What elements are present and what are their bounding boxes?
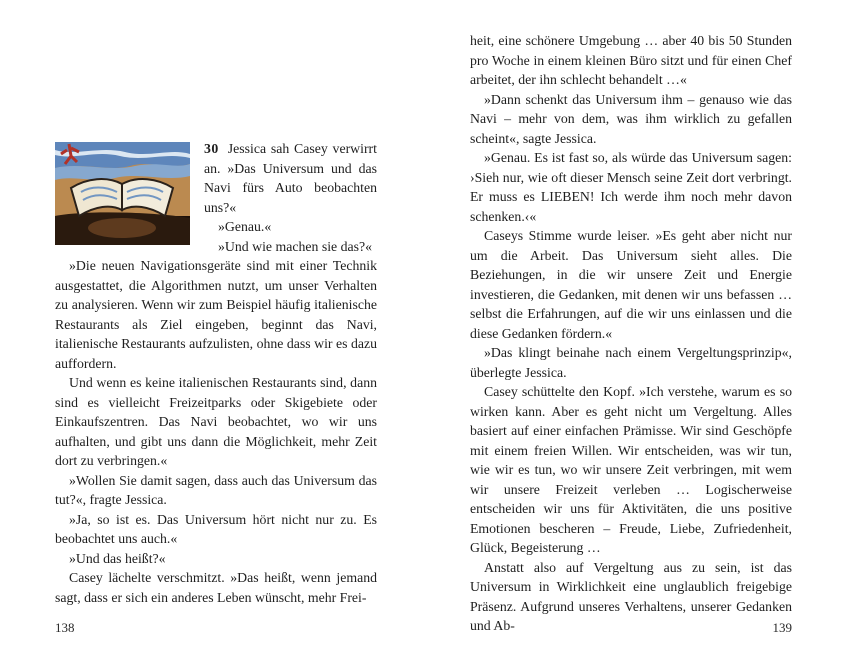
paragraph: »Dann schenkt das Universum ihm – genauso wie das Navi – mehr von dem, was ihm wirklich zu gefallen scheint«, sagte Jessica. — [470, 91, 792, 146]
paragraph: »Und das heißt?« — [69, 550, 166, 566]
right-page — [470, 31, 792, 636]
paragraph: »Genau. Es ist fast so, als würde das Universum sagen: ›Sieh nur, wie oft dieser Mensch seine Zeit dort verbringt. Er muss es LIEBEN! Ich werde ihm noch mehr davon schenken.‹« — [470, 150, 792, 224]
paragraph: »Ja, so ist es. Das Universum hört nicht nur zu. Es beobachtet uns auch.« — [55, 511, 377, 546]
paragraph: Und wenn es keine italienischen Restaurants sind, dann sind es vielleicht Freizeitparks oder Skigebiete oder Einkaufszentren. Das Navi beobachtet, wo wir uns aufhalten, und gibt uns dann die Möglichkeit, mehr Zeit dort zu verbringen.« — [55, 375, 377, 468]
chapter-number: 30 — [204, 141, 219, 156]
paragraph: 30 Jessica sah Casey verwirrt an. »Das Universum und das Navi fürs Auto beobachten uns?« — [204, 141, 377, 215]
page-number-left: 138 — [55, 620, 75, 635]
paragraph: »Die neuen Navigationsgeräte sind mit einer Technik ausgestattet, die Algorithmen nutzt, um unser Verhalten zu analysieren. Wenn wir zum Beispiel häufig italienische Restaurants als Ziel eingeben, beginnt das Navi, italienische Restaurants aufzulisten, ohne dass wir es dazu auffordern. — [55, 258, 377, 371]
paragraph: Caseys Stimme wurde leiser. »Es geht aber nicht nur um die Arbeit. Das Universum sieht alles. Die Beziehungen, in die wir unsere Zeit und Energie investieren, die Gedanken, mit denen wir uns befassen … selbst die Erfahrungen, auf die wir uns einlassen und die diese Gedanken fördern.« — [470, 228, 792, 341]
paragraph: Casey schüttelte den Kopf. »Ich verstehe, warum es so wirken kann. Aber es geht nicht um Vergeltung. Alles basiert auf einer einfachen Prämisse. Wir sind Geschöpfe mit einem freien Willen. Wir entscheiden, was wir tun, wie wir es tun, wo wir unsere Zeit verbringen, mit wem wir unsere Freizeit verleben … Logischerweise entscheiden wir uns für Aktivitäten, die uns positive Emotionen bescheren – Freude, Liebe, Zufriedenheit, Glück, Begeisterung … — [470, 384, 792, 555]
paragraph: Anstatt also auf Vergeltung aus zu sein, ist das Universum in Wirklichkeit eine unglaublich freigebige Präsenz. Aufgrund unseres Verhaltens, unserer Gedanken und Ab- — [470, 559, 792, 633]
right-page-text — [470, 31, 792, 636]
paragraph: heit, eine schönere Umgebung … aber 40 bis 50 Stunden pro Woche in einem kleinen Büro sitzt und für einen Chef arbeitet, der ihn schlecht behandelt …« — [470, 33, 792, 87]
paragraph: »Wollen Sie damit sagen, dass auch das Universum das tut?«, fragte Jessica. — [55, 472, 377, 507]
paragraph: »Genau.« — [218, 219, 272, 234]
chapter-illustration — [55, 142, 190, 245]
paragraph: Casey lächelte verschmitzt. »Das heißt, wenn jemand sagt, dass er sich ein anderes Leben wünscht, mehr Frei- — [55, 570, 377, 605]
paragraph: »Das klingt beinahe nach einem Vergeltungsprinzip«, überlegte Jessica. — [470, 345, 792, 380]
open-book-sea-painting-icon — [55, 142, 190, 245]
page-number-right: 139 — [772, 620, 792, 635]
left-page — [55, 139, 377, 607]
paragraph: »Und wie machen sie das?« — [218, 238, 373, 254]
